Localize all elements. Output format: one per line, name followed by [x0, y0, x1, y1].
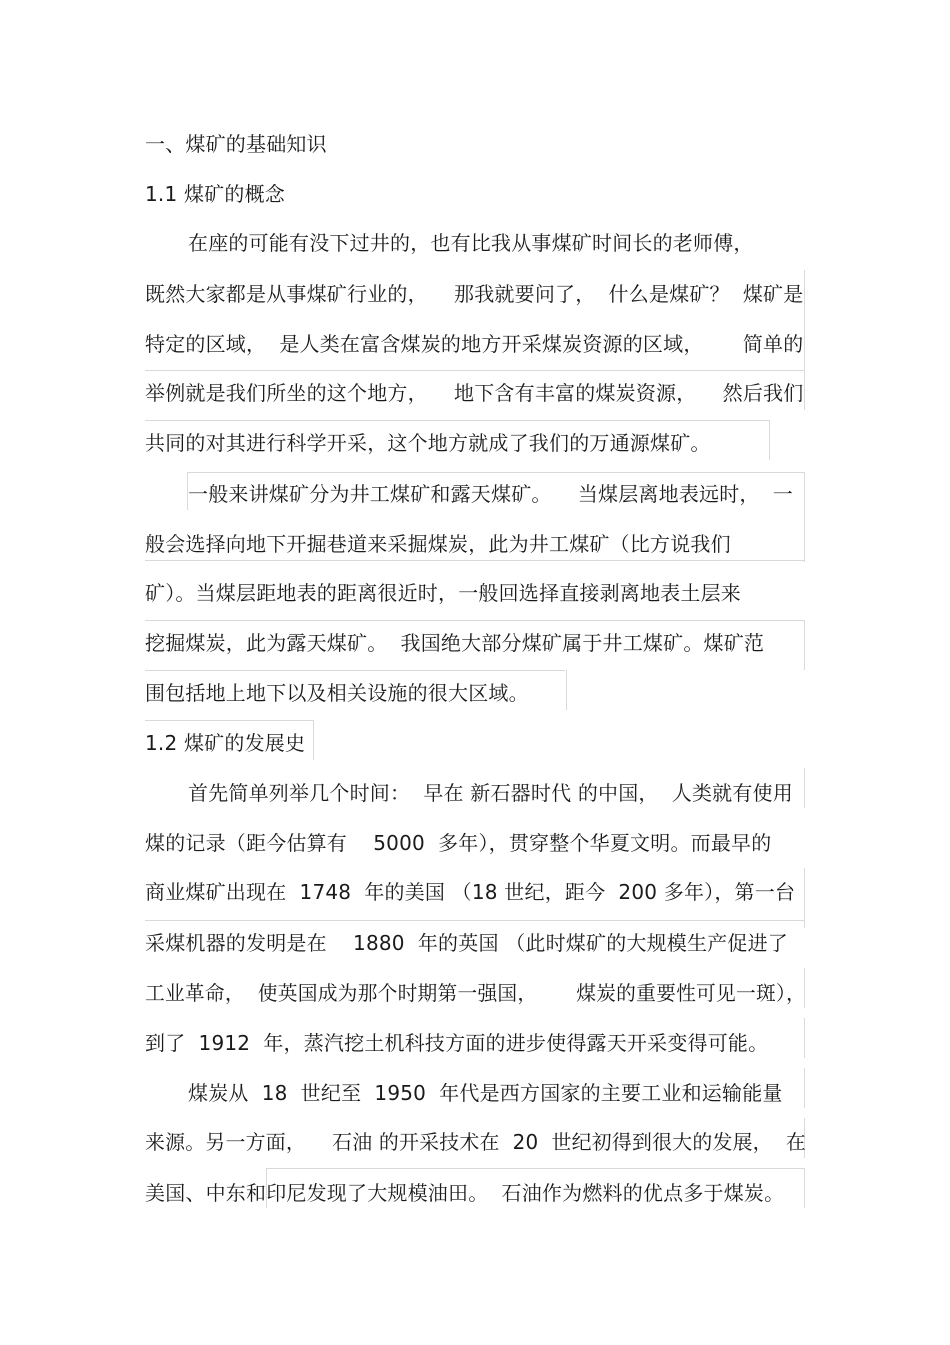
paragraph-text: 特定的区域， 是人类在富含煤炭的地方开采煤炭资源的区域， 简单的	[145, 332, 804, 356]
rule-line	[804, 868, 805, 928]
rule-line	[804, 620, 805, 670]
rule-line	[804, 472, 805, 562]
rule-line	[804, 768, 805, 808]
rule-line	[804, 1168, 805, 1208]
paragraph-text: 煤的记录（距今估算有 5000 多年），贯穿整个华夏文明。而最早的	[145, 831, 772, 855]
rule-line	[145, 370, 805, 371]
paragraph-text: 商业煤矿出现在 1748 年的美国 （18 世纪，距今 200 多年），第一台	[145, 880, 796, 904]
section-1-1-title: 1.1 煤矿的概念	[145, 182, 285, 206]
paragraph-text: 挖掘煤炭，此为露天煤矿。 我国绝大部分煤矿属于井工煤矿。煤矿范	[145, 631, 765, 655]
paragraph-text: 来源。另一方面， 石油 的开采技术在 20 世纪初得到很大的发展， 在	[145, 1130, 807, 1154]
paragraph-text: 到了 1912 年，蒸汽挖土机科技方面的进步使得露天开采变得可能。	[145, 1031, 769, 1055]
rule-line	[145, 420, 770, 421]
rule-line	[804, 1018, 805, 1058]
rule-line	[804, 1068, 805, 1108]
rule-line	[769, 420, 770, 460]
rule-line	[566, 670, 567, 710]
section-1-2-title: 1.2 煤矿的发展史	[145, 731, 306, 755]
paragraph-text: 煤炭从 18 世纪至 1950 年代是西方国家的主要工业和运输能量	[188, 1081, 783, 1105]
main-heading-text: 一、煤矿的基础知识	[145, 132, 327, 156]
rule-line	[804, 270, 805, 410]
rule-line	[145, 920, 805, 921]
paragraph-text: 矿）。当煤层距地表的距离很近时，一般回选择直接剥离地表土层来	[145, 581, 741, 605]
paragraph-text: 围包括地上地下以及相关设施的很大区域。	[145, 681, 529, 705]
paragraph-text: 既然大家都是从事煤矿行业的， 那我就要问了， 什么是煤矿？ 煤矿是	[145, 282, 804, 306]
paragraph-text: 共同的对其进行科学开采，这个地方就成了我们的万通源煤矿。	[145, 431, 711, 455]
paragraph-text: 般会选择向地下开掘巷道来采掘煤炭，此为井工煤矿（比方说我们	[145, 532, 731, 556]
rule-line	[145, 560, 805, 561]
rule-line	[145, 670, 565, 671]
paragraph-text: 一般来讲煤矿分为井工煤矿和露天煤矿。 当煤层离地表远时， 一	[188, 482, 793, 506]
rule-line	[145, 720, 313, 721]
paragraph-text: 美国、中东和印尼发现了大规模油田。 石油作为燃料的优点多于煤炭。	[145, 1181, 785, 1205]
paragraph-text: 举例就是我们所坐的这个地方， 地下含有丰富的煤炭资源， 然后我们	[145, 381, 804, 405]
paragraph-text: 采煤机器的发明是在 1880 年的英国 （此时煤矿的大规模生产促进了	[145, 931, 788, 955]
rule-line	[313, 720, 314, 760]
paragraph-text: 在座的可能有没下过井的，也有比我从事煤矿时间长的老师傅，	[188, 231, 754, 255]
rule-line	[266, 1168, 804, 1169]
rule-line	[187, 472, 805, 473]
paragraph-text: 首先简单列举几个时间： 早在 新石器时代 的中国， 人类就有使用	[188, 781, 793, 805]
paragraph-line	[0, 1180, 785, 1258]
paragraph-text: 工业革命， 使英国成为那个时期第一强国， 煤炭的重要性可见一斑），	[145, 981, 806, 1005]
rule-line	[145, 620, 805, 621]
